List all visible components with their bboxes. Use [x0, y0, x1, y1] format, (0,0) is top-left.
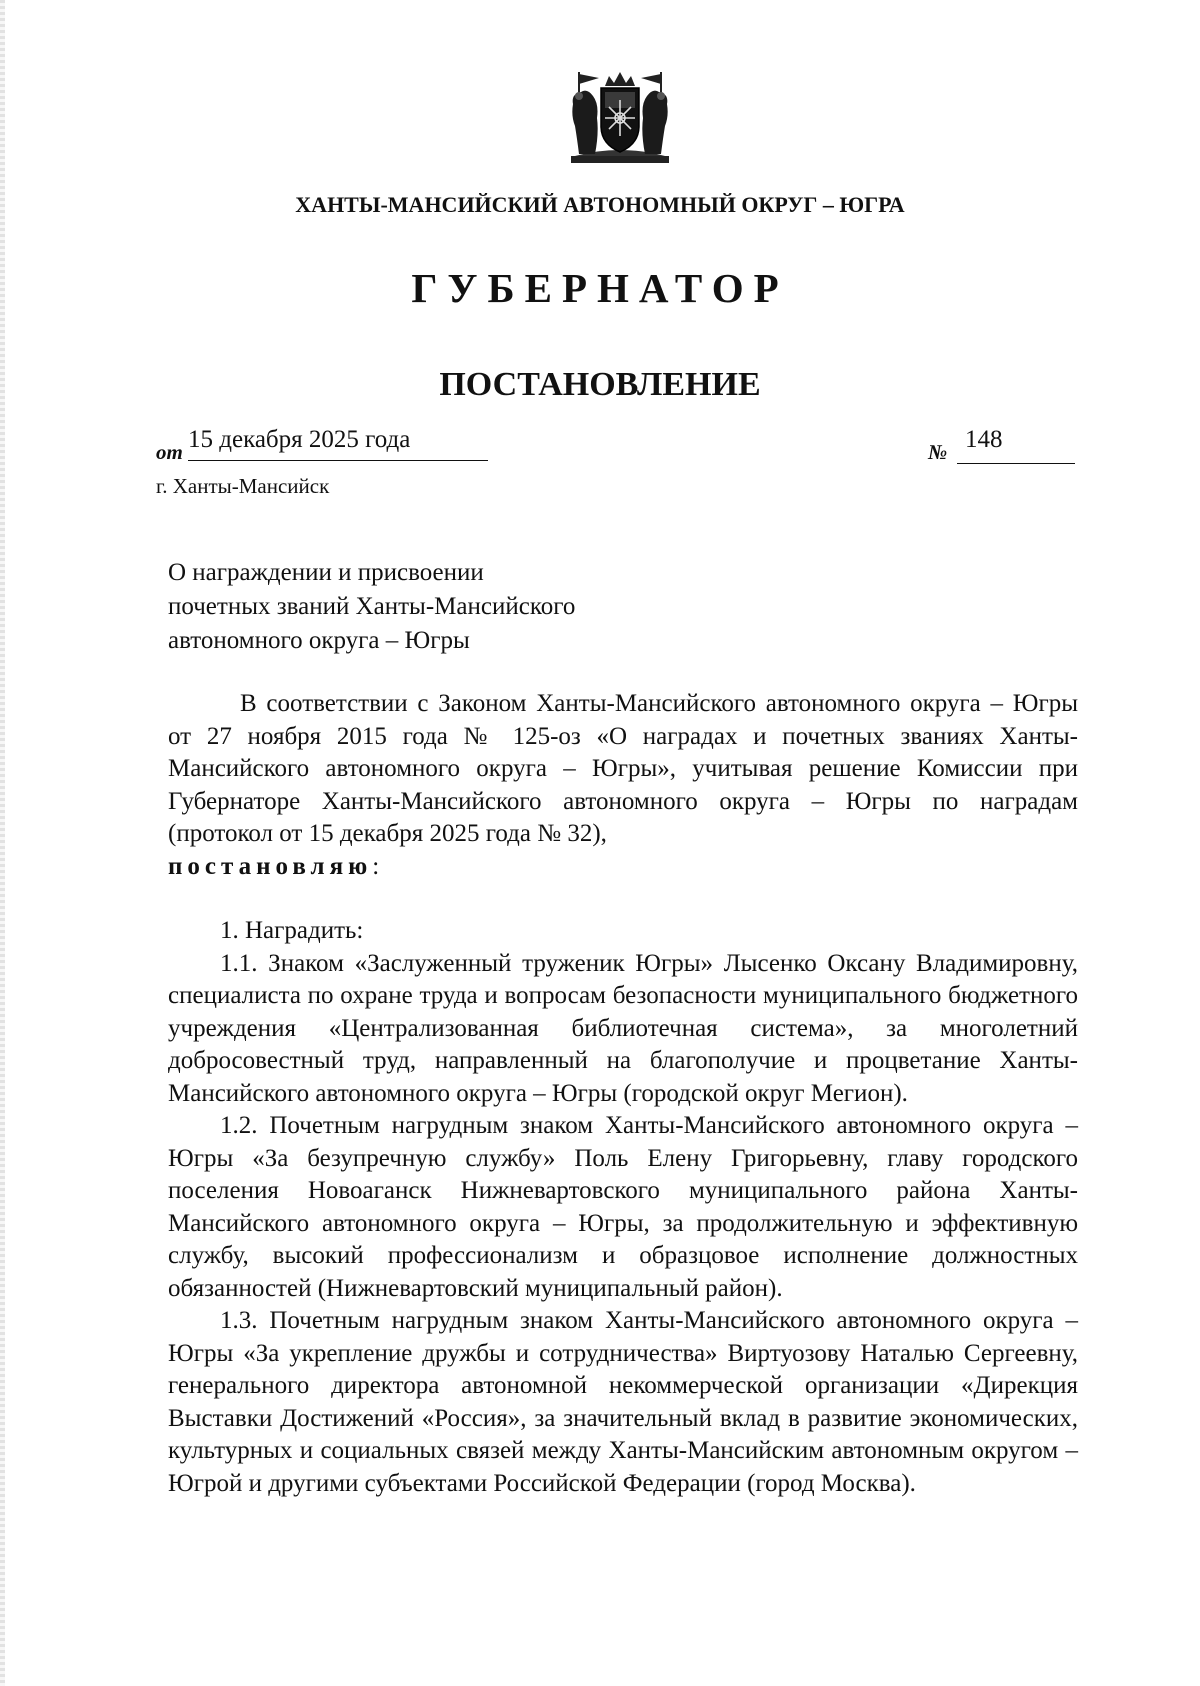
scan-edge	[0, 0, 5, 1686]
item-1-2: 1.2. Почетным нагрудным знаком Ханты-Мансийского автономного округа – Югры «За безупречную службу» Поль Елену Григорьевну, главу городского поселения Новоаганск Нижневартовского муниципального района Ханты-Мансийского автономного округа – Югры, за продолжительную и эффективную службу, высокий профессионализм и образцовое исполнение должностных обязанностей (Нижневартовский муниципальный район).	[168, 1112, 1078, 1302]
number-value: 148	[965, 426, 1003, 453]
item-1-1: 1.1. Знаком «Заслуженный труженик Югры» Лысенко Оксану Владимировну, специалиста по охране труда и вопросам безопасности муниципального бюджетного учреждения «Централизованная библиотечная система», за многолетний добросовестный труд, направленный на благополучие и процветание Ханты-Мансийского автономного округа – Югры (городской округ Мегион).	[168, 949, 1078, 1107]
date-label: от	[156, 440, 183, 464]
preamble-paragraph	[168, 688, 1078, 883]
subject-line: О награждении и присвоении	[168, 559, 484, 586]
region-title: ХАНТЫ-МАНСИЙСКИЙ АВТОНОМНЫЙ ОКРУГ – ЮГРА	[295, 192, 905, 217]
number-label: №	[928, 440, 948, 464]
coat-of-arms-icon	[565, 68, 675, 166]
subject-line: автономного округа – Югры	[168, 627, 470, 654]
date-underline	[188, 460, 488, 461]
preamble-text: В соответствии с Законом Ханты-Мансийского автономного округа – Югры от 27 ноября 2015 года № 125-оз «О наградах и почетных званиях Ханты-Мансийского автономного округа – Югры», учитывая решение Комиссии при Губернаторе Ханты-Мансийского автономного округа – Югры по наградам (протокол от 15 декабря 2025 года № 32),	[168, 690, 1078, 847]
governor-title: ГУБЕРНАТОР	[411, 265, 789, 311]
item-1-3: 1.3. Почетным нагрудным знаком Ханты-Мансийского автономного округа – Югры «За укрепление дружбы и сотрудничества» Виртуозову Наталью Сергеевну, генерального директора автономной некоммерческой организации «Дирекция Выставки Достижений «Россия», за значительный вклад в развитие экономических, культурных и социальных связей между Ханты-Мансийским автономным округом – Югрой и другими субъектами Российской Федерации (город Москва).	[168, 1307, 1078, 1497]
document-body	[168, 688, 1078, 1500]
decree-colon: :	[372, 852, 380, 880]
city-label: г. Ханты-Мансийск	[156, 474, 330, 498]
decree-word: постановляю	[168, 852, 373, 880]
document-type-title: ПОСТАНОВЛЕНИЕ	[439, 366, 761, 403]
item-1-heading: 1. Наградить:	[220, 917, 364, 944]
subject-line: почетных званий Ханты-Мансийского	[168, 593, 576, 620]
subject-heading	[168, 556, 668, 658]
number-underline	[957, 463, 1075, 464]
date-value: 15 декабря 2025 года	[188, 426, 411, 453]
